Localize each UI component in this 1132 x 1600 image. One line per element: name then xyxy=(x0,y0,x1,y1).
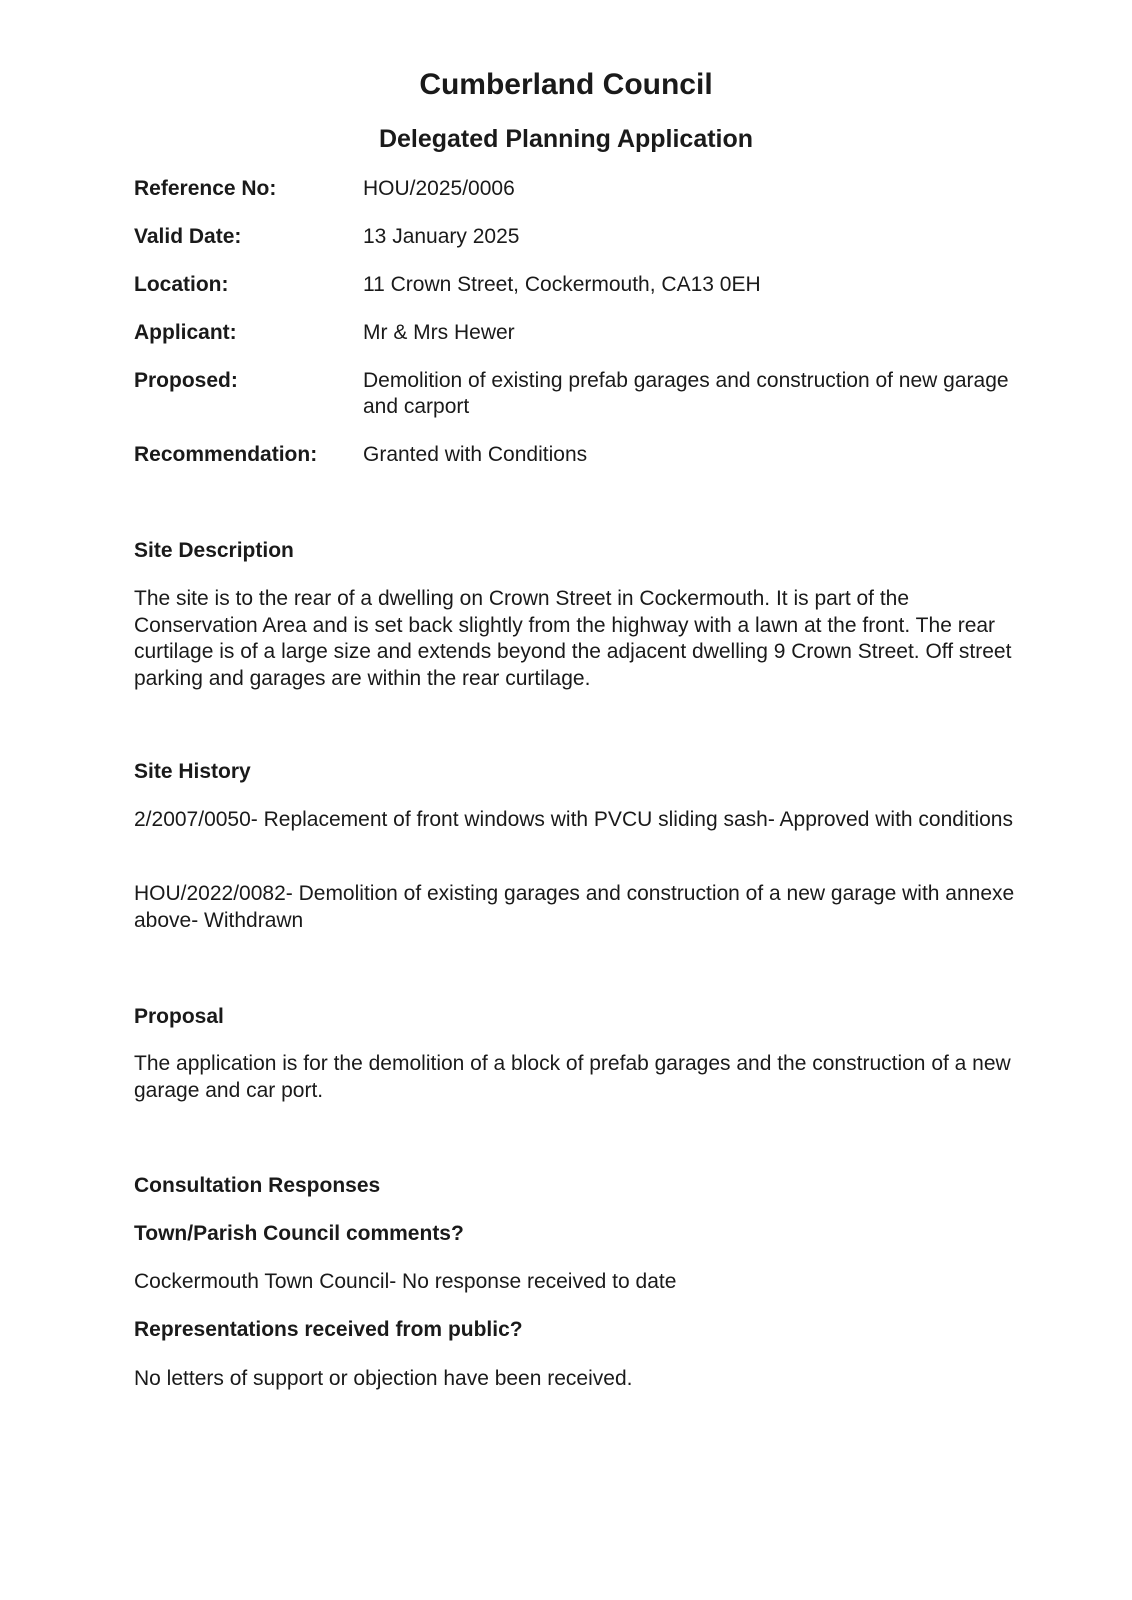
parish-comments-heading: Town/Parish Council comments? xyxy=(134,1222,464,1245)
consultation-heading: Consultation Responses xyxy=(134,1174,381,1197)
field-value: Granted with Conditions xyxy=(363,443,588,466)
council-title: Cumberland Council xyxy=(419,68,713,101)
document-title: Delegated Planning Application xyxy=(378,125,754,153)
field-label: Proposed: xyxy=(134,369,238,392)
public-representations-text: No letters of support or objection have been received. xyxy=(134,1367,633,1390)
field-label: Recommendation: xyxy=(134,443,318,466)
field-label: Valid Date: xyxy=(134,225,242,248)
site-history-heading: Site History xyxy=(134,760,251,783)
site-description-text: The site is to the rear of a dwelling on Crown Street in Cockermouth. It is part of the Conservation Area and is set back slightly from the highway with a lawn at the front. The rear curtilage is of a large size and extends beyond the adjacent dwelling 9 Crown Street. Off street parking and garages are within the rear curtilage. xyxy=(134,587,1012,690)
field-value: Mr & Mrs Hewer xyxy=(363,321,515,344)
proposal-text: The application is for the demolition of a block of prefab garages and the construction of a new garage and car port. xyxy=(134,1052,1011,1102)
site-description-heading: Site Description xyxy=(134,539,294,562)
field-label: Applicant: xyxy=(134,321,237,344)
site-history-entry: 2/2007/0050- Replacement of front windows with PVCU sliding sash- Approved with conditions xyxy=(134,808,1013,831)
field-value: HOU/2025/0006 xyxy=(363,177,515,200)
field-label: Reference No: xyxy=(134,177,277,200)
field-value: 11 Crown Street, Cockermouth, CA13 0EH xyxy=(363,273,761,296)
site-history-entry: HOU/2022/0082- Demolition of existing garages and construction of a new garage with annexe above- Withdrawn xyxy=(134,882,1015,932)
field-value: Demolition of existing prefab garages and construction of new garage and carport xyxy=(363,369,1009,418)
field-label: Location: xyxy=(134,273,229,296)
parish-comments-text: Cockermouth Town Council- No response received to date xyxy=(134,1270,677,1293)
public-representations-heading: Representations received from public? xyxy=(134,1318,523,1341)
field-value: 13 January 2025 xyxy=(363,225,520,248)
proposal-heading: Proposal xyxy=(134,1005,224,1028)
